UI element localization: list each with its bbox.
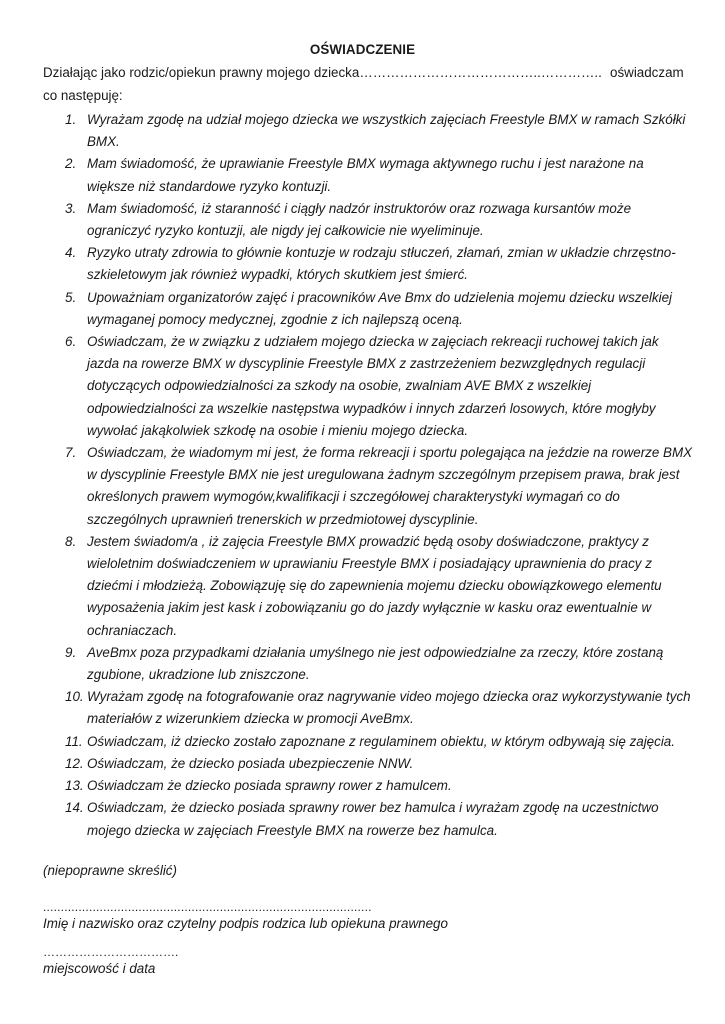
item-text: Oświadczam, że dziecko posiada sprawny rower bez hamulca i wyrażam zgodę na uczestnictwo mojego dziecka w zajęciach Freestyle BMX na rowerze bez hamulca. — [87, 800, 659, 838]
item-number: 10. — [65, 689, 84, 705]
item-text: Mam świadomość, że uprawianie Freestyle BMX wymaga aktywnego ruchu i jest narażone na większe niż standardowe ryzyko kontuzji. — [87, 156, 644, 194]
item-number: 2. — [65, 156, 77, 172]
item-number: 9. — [65, 644, 77, 660]
list-item — [43, 797, 693, 841]
item-number: 3. — [65, 200, 77, 216]
list-item — [43, 642, 693, 686]
list-item — [43, 287, 693, 331]
item-number: 8. — [65, 533, 77, 549]
strike-out-note: (niepoprawne skreślić) — [43, 863, 177, 878]
item-number: 14. — [65, 800, 84, 816]
item-text: Mam świadomość, iż staranność i ciągły nadzór instruktorów oraz rozwaga kursantów może ograniczyć ryzyko kontuzji, ale nigdy jej całkowicie nie wyeliminuje. — [87, 200, 632, 239]
place-date-line: ……………………………. — [43, 945, 179, 959]
list-item — [43, 109, 693, 153]
document-title: OŚWIADCZENIE — [309, 42, 416, 57]
list-item — [43, 242, 693, 286]
item-number: 5. — [65, 289, 77, 305]
item-text: Oświadczam, że dziecko posiada ubezpieczenie NNW. — [87, 755, 414, 771]
intro-declare-word: oświadczam — [610, 65, 684, 80]
item-number: 12. — [65, 755, 84, 771]
intro-continuation: co następuję: — [43, 88, 123, 103]
list-item — [43, 531, 693, 642]
item-number: 1. — [65, 112, 77, 127]
item-number: 13. — [65, 778, 84, 794]
list-item — [43, 442, 693, 531]
item-text: AveBmx poza przypadkami działania umyślnego nie jest odpowiedzialne za rzeczy, które zostaną zgubione, ukradzione lub zniszczone. — [87, 644, 664, 683]
place-date-label: miejscowość i data — [43, 961, 156, 976]
item-number: 4. — [65, 245, 77, 261]
list-item — [43, 198, 693, 242]
item-text: Oświadczam, że w związku z udziałem mojego dziecka w zajęciach rekreacji ruchowej takich jak jazda na rowerze BMX w dyscyplinie Freestyle BMX z zastrzeżeniem bezwzględnych regulacji dotyczących odpowiedzialności za szkody na osobie, zwalniam AVE BMX z wszelkiej odpowiedzialności za wszelkie następstwa wypadków i innych zdarzeń losowych, które mogłyby wywołać jakąkolwiek szkodę na osobie i mieniu mojego dziecka. — [87, 334, 659, 438]
list-item — [43, 153, 693, 197]
list-item — [43, 753, 693, 775]
item-text: Wyrażam zgodę na udział mojego dziecka we wszystkich zajęciach Freestyle BMX w ramach Szkółki BMX. — [87, 112, 686, 150]
item-text: Upoważniam organizatorów zajęć i pracowników Ave Bmx do udzielenia mojemu dziecku wszelkiej wymaganej pomocy medycznej, zgodnie z ich najlepszą oceną. — [87, 289, 672, 327]
item-text: Oświadczam, iż dziecko zostało zapoznane z regulaminem obiektu, w którym odbywają się zajęcia. — [87, 733, 675, 749]
item-text: Oświadczam że dziecko posiada sprawny rower z hamulcem. — [87, 778, 452, 794]
intro-text: Działając jako rodzic/opiekun prawny mojego dziecka…………………………………..………….. — [43, 65, 602, 80]
signature-label: Imię i nazwisko oraz czytelny podpis rodzica lub opiekuna prawnego — [43, 916, 448, 931]
item-number: 11. — [65, 733, 83, 749]
list-item — [43, 331, 693, 442]
declaration-list — [43, 109, 693, 842]
item-text: Ryzyko utraty zdrowia to głównie kontuzje w rodzaju stłuczeń, złamań, zmian w układzie chrzęstno-szkieletowym jak również wypadki, których skutkiem jest śmierć. — [87, 245, 676, 283]
item-number: 6. — [65, 334, 77, 350]
list-item — [43, 731, 693, 753]
list-item — [43, 775, 693, 797]
intro-line — [43, 65, 683, 85]
signature-line: ............................................................................................. — [43, 900, 372, 914]
item-text: Wyrażam zgodę na fotografowanie oraz nagrywanie video mojego dziecka oraz wykorzystywanie tych materiałów z wizerunkiem dziecka w promocji AveBmx. — [87, 689, 691, 727]
item-text: Oświadczam, że wiadomym mi jest, że forma rekreacji i sportu polegająca na jeździe na rowerze BMX w dyscyplinie Freestyle BMX nie jest uregulowana żadnym szczególnym przepisem prawa, brak jest określonych prawem wymogów,kwalifikacji i szczegółowej charakterystyki wymagań co do szczególnych uprawnień trenerskich w przedmiotowej dyscyplinie. — [87, 445, 693, 527]
list-item — [43, 686, 693, 730]
item-text: Jestem świadom/a , iż zajęcia Freestyle BMX prowadzić będą osoby doświadczone, praktycy z wieloletnim doświadczeniem w uprawianiu Freestyle BMX i posiadający uprawnienia do pracy z dziećmi i młodzieżą. Zobowiązuję się do zapewnienia mojemu dziecku obowiązkowego elementu wyposażenia jakim jest kask i zobowiązaniu go do jazdy wyłącznie w kasku oraz ewentualnie w ochraniaczach. — [87, 533, 662, 638]
item-number: 7. — [65, 445, 77, 461]
